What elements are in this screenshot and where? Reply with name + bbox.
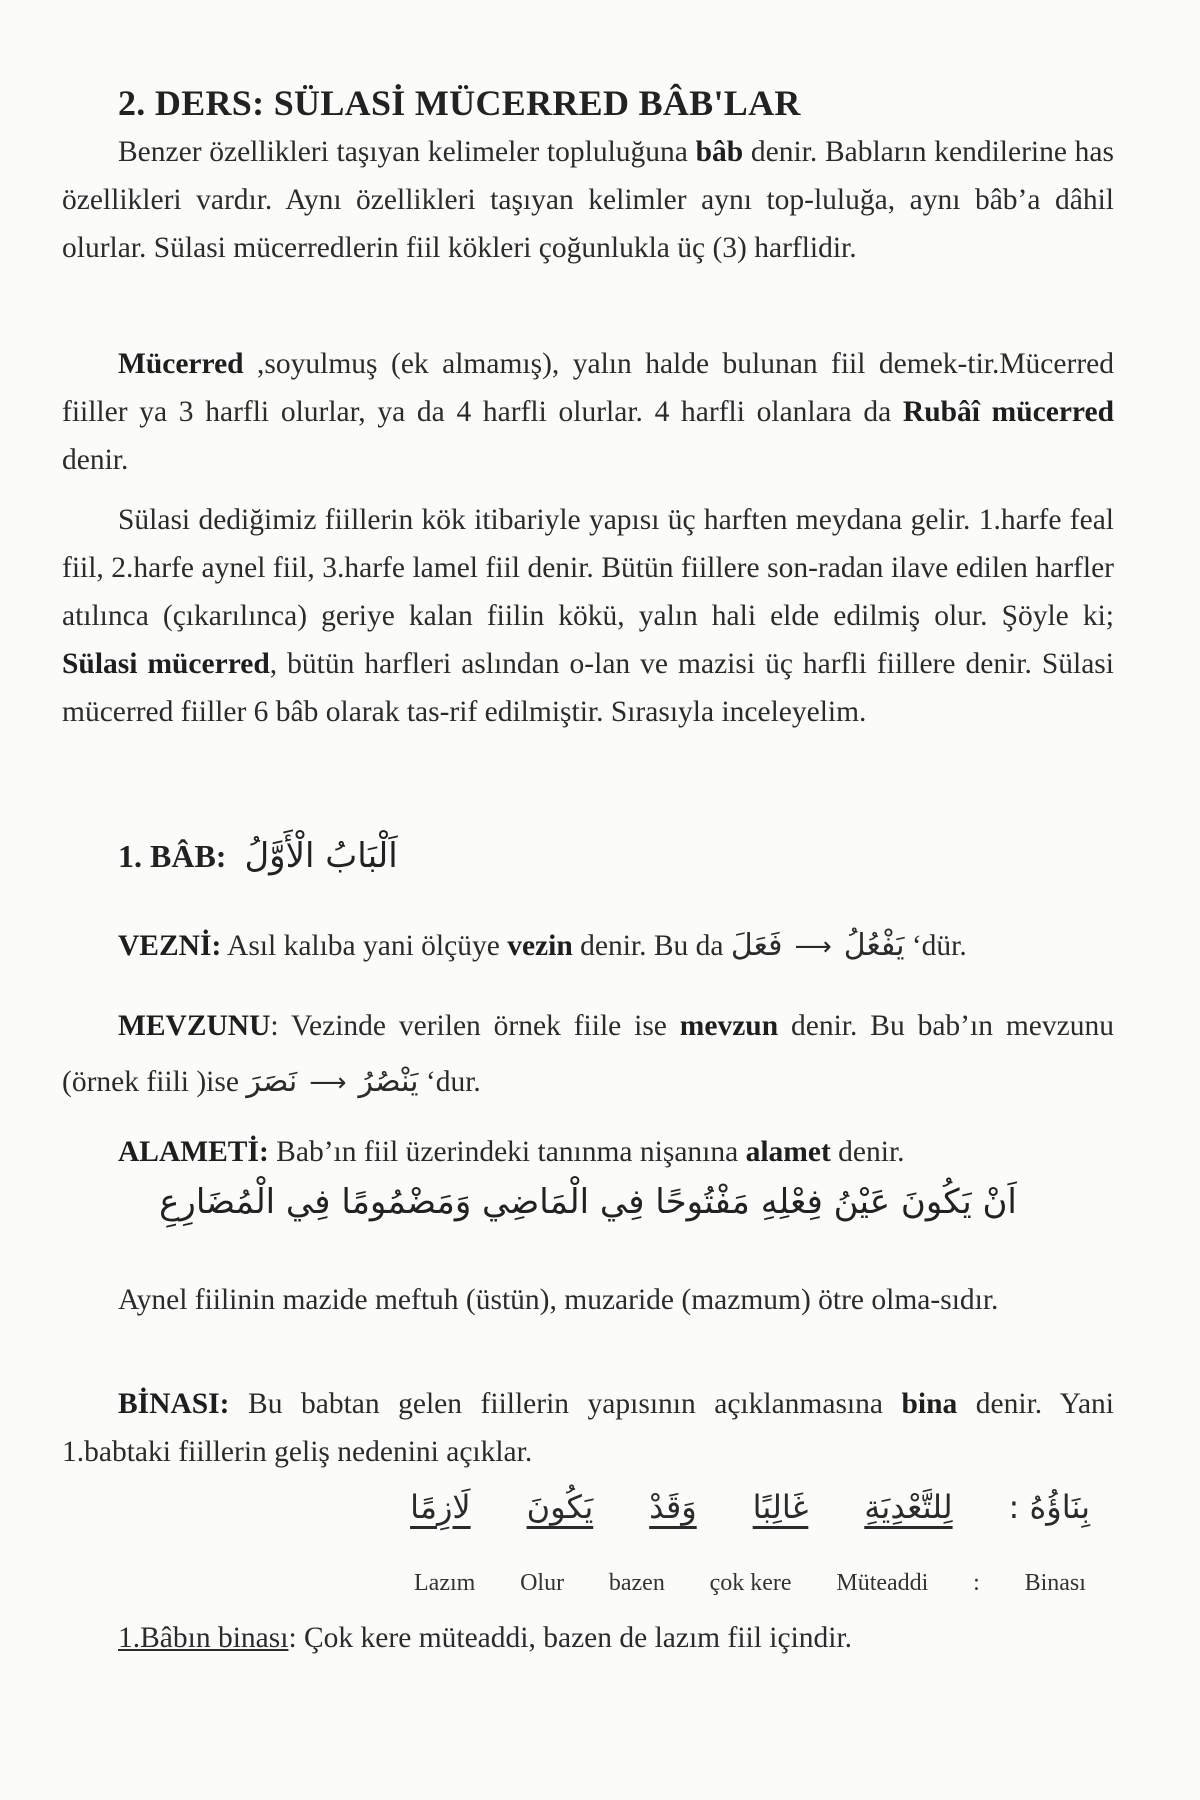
text: Asıl kalıba yani ölçüye	[221, 930, 508, 962]
text: denir. Babların kendilerine has özellikleri vardır. Aynı özellikleri taşıyan kelimler aynı top-luluğa, aynı bâb’a dâhil olurlar. Sülasi mücerredlerin fiil kökleri çoğunlukla üç (3) harflidir.	[62, 136, 1114, 264]
alameti-arabic: اَنْ يَكُونَ عَيْنُ فِعْلِهِ مَفْتُوحًا فِي الْمَاضِي وَمَضْمُومًا فِي الْمُضَارِعِ	[159, 1182, 1017, 1222]
term-sulasi-mucerred: Sülasi mücerred	[62, 648, 270, 680]
gloss-word: Binası	[1024, 1570, 1086, 1596]
text: Bu babtan gelen fiillerin yapısının açıklanmasına	[229, 1388, 902, 1420]
arabic-word: لِلتَّعْدِيَةِ	[864, 1488, 953, 1526]
alameti-label: ALAMETİ:	[118, 1136, 269, 1168]
arabic-faala: فَعَلَ	[730, 928, 783, 963]
page-title: 2. DERS: SÜLASİ MÜCERRED BÂB'LAR	[118, 83, 801, 123]
text: ,soyulmuş (ek almamış), yalın halde bulunan fiil demek-tir.Mücerred fiiller ya 3 harfli olurlar, ya da 4 harfli olurlar. 4 harfli olanlara da	[62, 348, 1114, 428]
vezni-line	[62, 922, 1114, 971]
arrow-icon: ⟶	[309, 1068, 347, 1098]
gloss-word: Olur	[520, 1570, 565, 1596]
arabic-word: غَالِبًا	[752, 1488, 809, 1526]
gloss-word: :	[973, 1570, 980, 1596]
text: Sülasi dediğimiz fiillerin kök itibariyle yapısı üç harften meydana gelir. 1.harfe feal fiil, 2.harfe aynel fiil, 3.harfe lamel fiil denir. Bütün fiillere son-radan ilave edilen harfler atılınca (çıkarılınca) geriye kalan fiilin kökü, yalın hali elde edilmiş olur. Şöyle ki;	[62, 504, 1114, 632]
bina-arabic-row	[410, 1488, 1090, 1526]
bina-gloss-row	[414, 1570, 1086, 1597]
binasi-paragraph	[62, 1380, 1114, 1476]
summary-label: 1.Bâbın binası	[118, 1622, 289, 1654]
bab-bina-summary	[118, 1622, 852, 1655]
term-rubai: Rubâî mücerred	[902, 396, 1114, 428]
text: Bab’ın fiil üzerindeki tanınma nişanına	[268, 1136, 746, 1168]
binasi-label: BİNASI:	[118, 1388, 230, 1420]
gloss-word: Lazım	[414, 1570, 476, 1596]
term-alamet: alamet	[745, 1136, 831, 1168]
arabic-word: يَكُونَ	[526, 1488, 594, 1526]
arabic-yansuru: يَنْصُرُ	[358, 1064, 419, 1099]
section-heading-bab-1	[118, 836, 398, 876]
text: ‘dür.	[904, 930, 967, 962]
paragraph-sulasi	[62, 496, 1114, 736]
paragraph-mucerred	[62, 340, 1114, 484]
text: Benzer özellikleri taşıyan kelimeler topluluğuna	[118, 136, 696, 168]
gloss-word: çok kere	[709, 1570, 792, 1596]
term-mevzun: mevzun	[679, 1010, 779, 1042]
mevzunu-label: MEVZUNU	[118, 1010, 271, 1042]
term-mucerred: Mücerred	[118, 348, 244, 380]
arabic-yafulu: يَفْعُلُ	[843, 928, 905, 963]
text: denir. Yani 1.babtaki fiillerin geliş nedenini açıklar.	[62, 1388, 1114, 1468]
term-vezin: vezin	[507, 930, 573, 962]
arabic-nasara: نَصَرَ	[246, 1064, 298, 1099]
summary-text: : Çok kere müteaddi, bazen de lazım fiil içindir.	[288, 1622, 853, 1654]
bab-arabic: اَلْبَابُ الْأَوَّلُ	[244, 836, 398, 876]
aynel-text: Aynel fiilinin mazide meftuh (üstün), muzaride (mazmum) ötre olma-sıdır.	[118, 1284, 999, 1316]
text: denir.	[62, 444, 129, 476]
arrow-icon: ⟶	[794, 932, 832, 962]
text: denir. Bu da	[572, 930, 731, 962]
term-bina: bina	[901, 1388, 958, 1420]
text: denir.	[830, 1136, 905, 1168]
aynel-paragraph	[62, 1276, 1114, 1324]
gloss-word: bazen	[608, 1570, 665, 1596]
alameti-line	[62, 1128, 1114, 1176]
text: ‘dur.	[418, 1066, 481, 1098]
arabic-word: بِنَاؤُهُ :	[1008, 1488, 1090, 1526]
arabic-word: لَازِمًا	[410, 1488, 471, 1526]
text: , bütün harfleri aslından o-lan ve mazisi üç harfli fiillere denir. Sülasi mücerred fiiller 6 bâb olarak tas-rif edilmiştir. Sırasıyla inceleyelim.	[62, 648, 1114, 728]
paragraph-bab-definition	[62, 128, 1114, 272]
text: denir. Bu bab’ın mevzunu (örnek fiili )ise	[62, 1010, 1114, 1098]
vezni-label: VEZNİ:	[118, 930, 222, 962]
arabic-word: وَقَدْ	[649, 1488, 697, 1526]
bab-label: 1. BÂB:	[118, 838, 227, 874]
gloss-word: Müteaddi	[836, 1570, 929, 1596]
term-bab: bâb	[695, 136, 744, 168]
mevzunu-paragraph	[62, 998, 1114, 1111]
text: : Vezinde verilen örnek fiile ise	[270, 1010, 680, 1042]
